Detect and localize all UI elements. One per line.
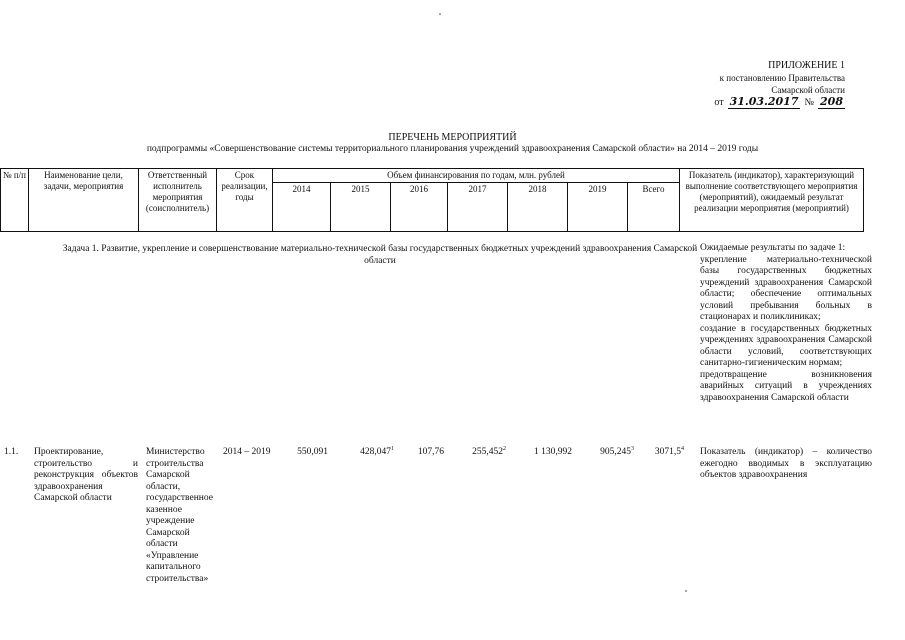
header-funding: Объем финансирования по годам, млн. рублей — [273, 169, 680, 183]
row-term: 2014 – 2019 — [223, 447, 271, 457]
row-name: Проектирование, строительство и реконструкция объектов здравоохранения Самарской области — [34, 447, 138, 503]
task-1-heading: Задача 1. Развитие, укрепление и совершенствование материально-технической базы государственных бюджетных учреждений здравоохранения Самарской области — [62, 244, 698, 266]
header-executor: Ответственный исполнитель мероприятия (соисполнитель) — [139, 169, 217, 232]
expected-line: Ожидаемые результаты по задаче 1: — [700, 243, 846, 253]
row-indicator: Показатель (индикатор) – количество ежегодно вводимых в эксплуатацию объектов здравоохранения — [700, 447, 872, 480]
header-table — [0, 168, 864, 232]
header-year-2014: 2014 — [273, 183, 331, 232]
row-executor: Министерство строительства Самарской области, государственное казенное учреждение Самарской области «Управление капитального строительства» — [146, 447, 213, 584]
value-2015: 428,047$^1$ — [360, 445, 394, 457]
header-term: Срок реализации, годы — [217, 169, 273, 232]
expected-line: предотвращение возникновения аварийных ситуаций в учреждениях здравоохранения Самарской области — [700, 369, 872, 403]
header-name: Наименование цели, задачи, мероприятия — [29, 169, 139, 232]
expected-line: создание в государственных бюджетных учреждениях здравоохранения Самарской области условий, соответствующих санитарно-гигиеническим нормам; — [700, 323, 872, 368]
number-label: № — [804, 97, 815, 108]
value-2017: 255,452$^2$ — [472, 445, 506, 457]
header-year-2019: 2019 — [568, 183, 628, 232]
handwritten-date: 31.03.2017 — [729, 95, 799, 108]
header-year-2017: 2017 — [448, 183, 508, 232]
scan-speck — [685, 590, 687, 592]
value-2019: 905,245$^3$ — [600, 445, 634, 457]
document-subtitle: подпрограммы «Совершенствование системы территориального планирования учреждений здравоохранения Самарской области» на 2014 – 2019 годы — [146, 144, 759, 154]
annex-line1: к постановлению Правительства — [719, 73, 845, 83]
scan-speck — [439, 13, 441, 15]
row-num: 1.1. — [4, 447, 19, 457]
annex-date-line — [640, 96, 845, 109]
header-num: № п/п — [1, 169, 29, 232]
header-total: Всего — [628, 183, 680, 232]
value-2018: 1 130,992 — [534, 447, 572, 457]
annex-block — [640, 60, 845, 109]
value-2016: 107,76 — [417, 447, 444, 457]
value-2014: 550,091 — [297, 447, 328, 457]
expected-line: укрепление материально-технической базы государственных бюджетных учреждений здравоохранения Самарской области; обеспечение оптимальных условий пребывания больных в стационарах и поликлиниках; — [700, 254, 872, 322]
date-prefix: от — [714, 97, 724, 108]
header-year-2018: 2018 — [508, 183, 568, 232]
annex-title: ПРИЛОЖЕНИЕ 1 — [768, 60, 845, 71]
document-title: ПЕРЕЧЕНЬ МЕРОПРИЯТИЙ — [388, 132, 517, 143]
task-1-expected-results — [700, 243, 872, 404]
header-year-2015: 2015 — [331, 183, 391, 232]
header-year-2016: 2016 — [391, 183, 448, 232]
value-total: 3071,5$^4$ — [654, 445, 684, 457]
annex-line2: Самарской области — [771, 85, 845, 95]
header-indicator: Показатель (индикатор), характеризующий выполнение соответствующего мероприятия (мероприятий), ожидаемый результат реализации мероприятия (мероприятий) — [680, 169, 864, 232]
handwritten-number: 208 — [820, 95, 843, 108]
